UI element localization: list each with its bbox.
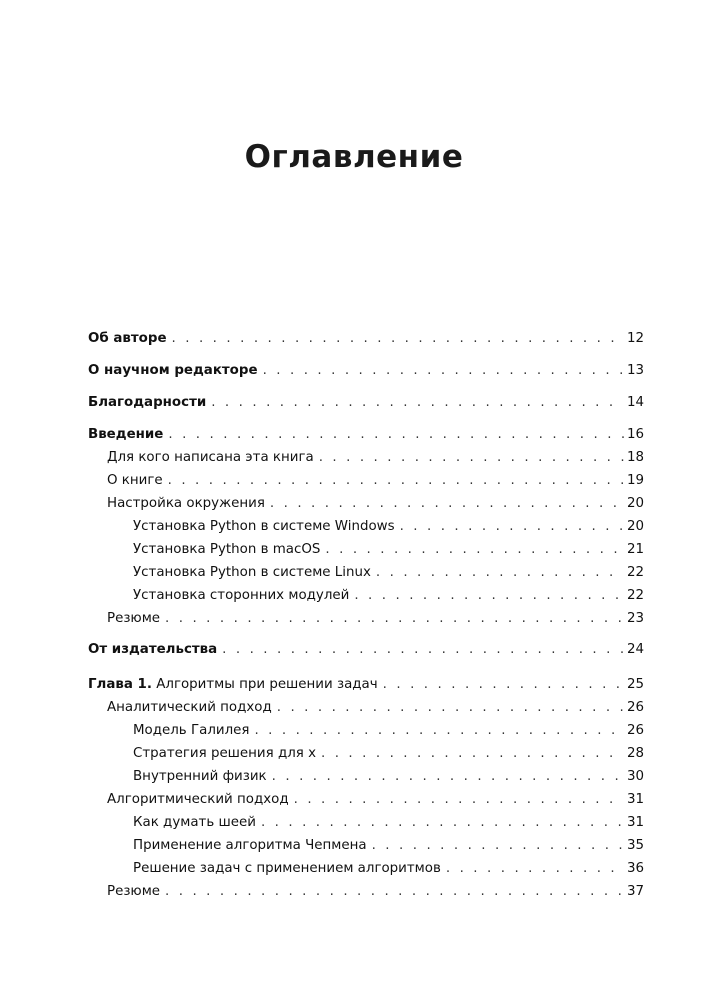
toc-entry-about-author[interactable]	[88, 330, 644, 348]
dot-leader	[354, 587, 624, 605]
chapter-number: Глава 1.	[88, 677, 152, 692]
toc-entry-page: 16	[626, 427, 644, 442]
toc-entry-title: О научном редакторе	[88, 363, 258, 378]
dot-leader	[168, 472, 624, 490]
toc-entry-title: Введение	[88, 427, 164, 442]
toc-entry-page: 24	[626, 642, 644, 657]
toc-entry-title: Стратегия решения для x	[133, 746, 316, 761]
toc-entry-python-macos[interactable]	[133, 541, 644, 559]
toc-entry-third-party-modules[interactable]	[133, 587, 644, 605]
toc-entry-title: Как думать шеей	[133, 815, 256, 830]
toc-entry-page: 22	[626, 588, 644, 603]
toc-entry-introduction[interactable]	[88, 426, 644, 444]
dot-leader	[168, 426, 624, 444]
page-title: Оглавление	[244, 138, 464, 175]
toc-entry-algorithmic-approach[interactable]	[107, 791, 644, 809]
toc-entry-title: Резюме	[107, 611, 161, 626]
toc-entry-title: Установка Python в системе Windows	[133, 519, 395, 534]
toc-entry-page: 12	[626, 331, 644, 346]
toc-entry-page: 35	[626, 838, 644, 853]
dot-leader	[263, 362, 624, 380]
dot-leader	[321, 745, 624, 763]
toc-entry-title: Установка Python в системе Linux	[133, 565, 371, 580]
toc-entry-about-book[interactable]	[107, 472, 644, 490]
dot-leader	[277, 699, 624, 717]
toc-entry-page: 19	[626, 473, 644, 488]
toc-entry-summary-intro[interactable]	[107, 610, 644, 628]
dot-leader	[165, 610, 624, 628]
toc-entry-solve-for-x[interactable]	[133, 745, 644, 763]
dot-leader	[272, 768, 624, 786]
dot-leader	[222, 641, 624, 659]
dot-leader	[211, 394, 624, 412]
toc-entry-solving-with-algorithms[interactable]	[133, 860, 644, 878]
toc-entry-python-windows[interactable]	[133, 518, 644, 536]
toc-entry-chapter-1[interactable]	[88, 676, 644, 694]
toc-entry-chapman-algorithm[interactable]	[133, 837, 644, 855]
toc-entry-title: Применение алгоритма Чепмена	[133, 838, 367, 853]
toc-entry-page: 13	[626, 363, 644, 378]
toc-entry-audience[interactable]	[107, 449, 644, 467]
dot-leader	[270, 495, 624, 513]
toc-entry-page: 31	[626, 792, 644, 807]
dot-leader	[294, 791, 624, 809]
toc-entry-science-editor[interactable]	[88, 362, 644, 380]
toc-entry-title: Благодарности	[88, 395, 207, 410]
toc-entry-title: Алгоритмический подход	[107, 792, 289, 807]
dot-leader	[172, 330, 624, 348]
toc-entry-page: 36	[626, 861, 644, 876]
toc-entry-title: Установка Python в macOS	[133, 542, 321, 557]
toc-entry-from-publisher[interactable]	[88, 641, 644, 659]
toc-entry-title: Настройка окружения	[107, 496, 265, 511]
toc-entry-title: Установка сторонних модулей	[133, 588, 350, 603]
toc-entry-title: Аналитический подход	[107, 700, 272, 715]
dot-leader	[383, 676, 624, 694]
toc-entry-page: 20	[626, 496, 644, 511]
dot-leader	[372, 837, 624, 855]
dot-leader	[400, 518, 624, 536]
dot-leader	[261, 814, 624, 832]
toc-entry-page: 26	[626, 700, 644, 715]
toc-entry-page: 31	[626, 815, 644, 830]
toc-entry-page: 26	[626, 723, 644, 738]
toc-entry-title: Для кого написана эта книга	[107, 450, 314, 465]
toc-entry-inner-physicist[interactable]	[133, 768, 644, 786]
toc-entry-galileo-model[interactable]	[133, 722, 644, 740]
toc-entry-page: 37	[626, 884, 644, 899]
toc-entry-python-linux[interactable]	[133, 564, 644, 582]
toc-entry-page: 25	[626, 677, 644, 692]
toc-entry-environment-setup[interactable]	[107, 495, 644, 513]
toc-entry-summary-chapter-1[interactable]	[107, 883, 644, 901]
toc-entry-title	[88, 676, 378, 694]
dot-leader	[319, 449, 624, 467]
toc-entry-acknowledgements[interactable]	[88, 394, 644, 412]
dot-leader	[325, 541, 624, 559]
toc-entry-page: 14	[626, 395, 644, 410]
toc-entry-page: 28	[626, 746, 644, 761]
toc-entry-page: 20	[626, 519, 644, 534]
toc-entry-title: Резюме	[107, 884, 161, 899]
toc-entry-title: Решение задач с применением алгоритмов	[133, 861, 441, 876]
chapter-title: Алгоритмы при решении задач	[156, 677, 378, 692]
toc-entry-title: Модель Галилея	[133, 723, 250, 738]
toc-entry-page: 18	[626, 450, 644, 465]
dot-leader	[446, 860, 624, 878]
toc-entry-page: 23	[626, 611, 644, 626]
toc-entry-title: Об авторе	[88, 331, 167, 346]
toc-entry-page: 22	[626, 565, 644, 580]
dot-leader	[254, 722, 624, 740]
dot-leader	[165, 883, 624, 901]
toc-entry-page: 30	[626, 769, 644, 784]
toc-entry-analytic-approach[interactable]	[107, 699, 644, 717]
dot-leader	[376, 564, 624, 582]
toc-entry-page: 21	[626, 542, 644, 557]
toc-entry-think-with-neck[interactable]	[133, 814, 644, 832]
toc-entry-title: Внутренний физик	[133, 769, 267, 784]
toc-entry-title: От издательства	[88, 642, 218, 657]
toc-entry-title: О книге	[107, 473, 163, 488]
